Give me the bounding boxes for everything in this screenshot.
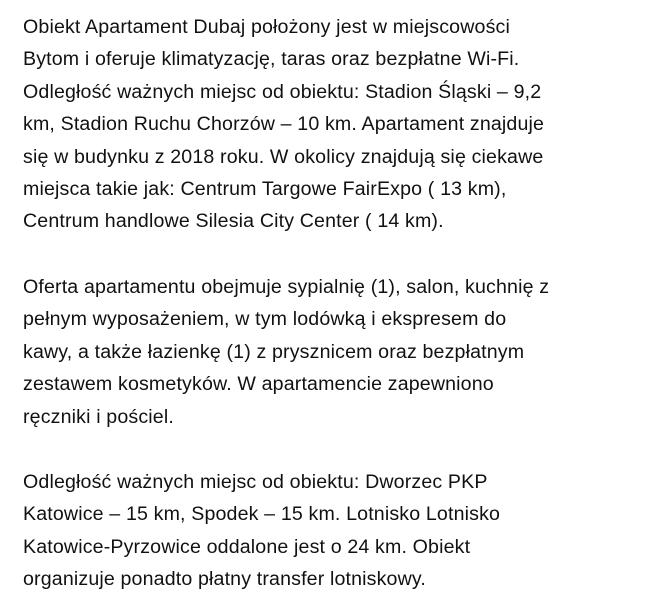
text-line: Katowice – 15 km, Spodek – 15 km. Lotnisko Lotnisko: [23, 503, 501, 526]
text-line: miejsca takie jak: Centrum Targowe FairExpo ( 13 km),: [23, 178, 507, 201]
paragraph-amenities: [23, 271, 643, 433]
text-line: Odległość ważnych miejsc od obiektu: Stadion Śląski – 9,2: [23, 80, 542, 103]
paragraph-transport: [23, 466, 643, 596]
text-line: Bytom i oferuje klimatyzację, taras oraz bezpłatne Wi-Fi.: [23, 48, 520, 71]
text-line: km, Stadion Ruchu Chorzów – 10 km. Apartament znajduje: [23, 113, 545, 136]
text-line: organizuje ponadto płatny transfer lotniskowy.: [23, 568, 426, 591]
text-line: kawy, a także łazienkę (1) z prysznicem oraz bezpłatnym: [23, 340, 525, 363]
text-line: Obiekt Apartament Dubaj położony jest w miejscowości: [23, 16, 510, 38]
text-line: Odległość ważnych miejsc od obiektu: Dworzec PKP: [23, 471, 488, 493]
paragraph-location: [23, 11, 643, 238]
text-line: pełnym wyposażeniem, w tym lodówką i ekspresem do: [23, 308, 507, 331]
text-line: Oferta apartamentu obejmuje sypialnię (1), salon, kuchnię z: [23, 276, 550, 298]
text-line: zestawem kosmetyków. W apartamencie zapewniono: [23, 373, 494, 396]
text-line: Katowice-Pyrzowice oddalone jest o 24 km. Obiekt: [23, 535, 471, 558]
text-line: ręczniki i pościel.: [23, 405, 174, 428]
text-line: się w budynku z 2018 roku. W okolicy znajdują się ciekawe: [23, 145, 544, 168]
text-line: Centrum handlowe Silesia City Center ( 14 km).: [23, 210, 444, 233]
